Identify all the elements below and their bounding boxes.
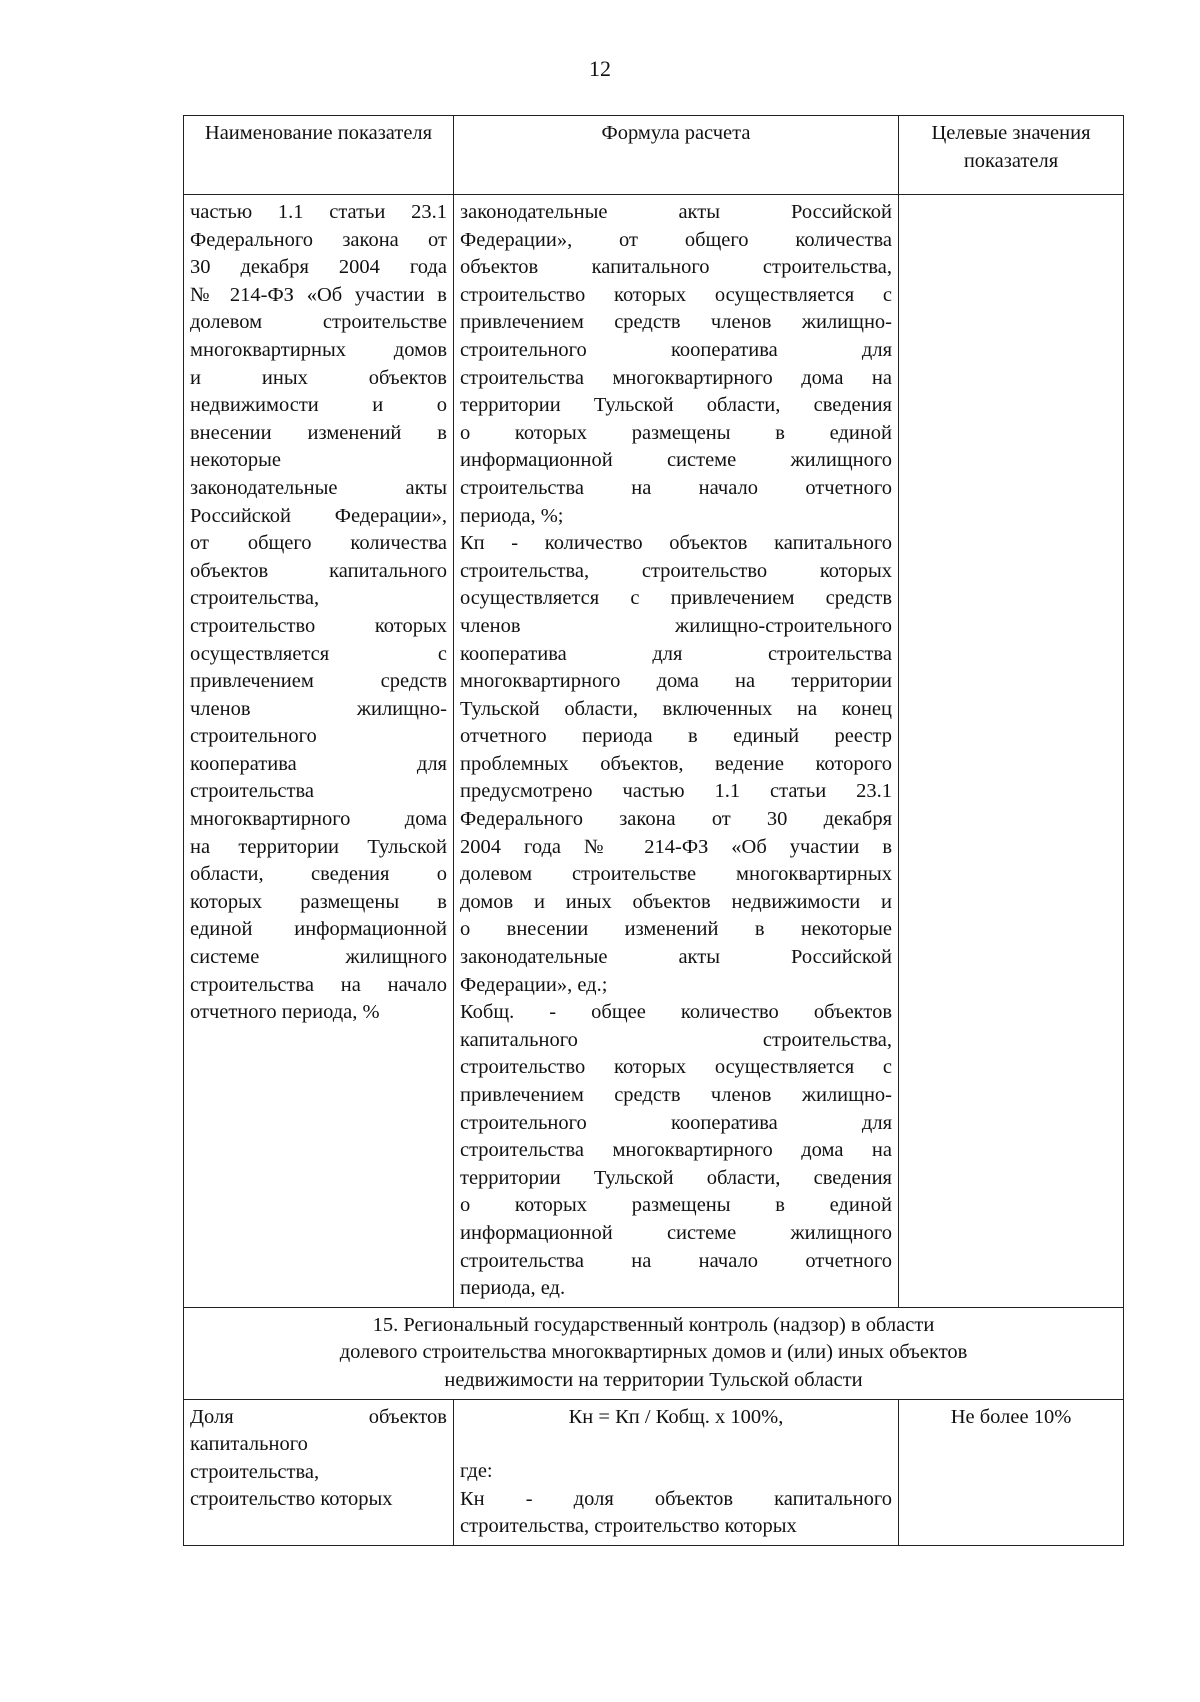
- indicators-table: [183, 115, 1124, 1546]
- text-line: Доля объектов: [190, 1405, 447, 1428]
- text-line: строительства, строительство которых: [460, 1515, 797, 1538]
- text-line: членов жилищно-строительного: [460, 614, 892, 637]
- text-line: отчетного периода в единый реестр: [460, 725, 892, 748]
- text-line: информационной системе жилищного: [460, 1221, 892, 1244]
- indicator-name-cell: [184, 195, 454, 1308]
- text-line: кооператива для строительства: [460, 642, 892, 665]
- text-line: Федерального закона от 30 декабря: [460, 808, 892, 831]
- text-line: многоквартирного дома на территории: [460, 670, 892, 693]
- text-line: многоквартирных домов: [190, 338, 447, 361]
- text-line: строительного кооператива для: [460, 338, 892, 361]
- text-line: проблемных объектов, ведение которого: [460, 752, 892, 775]
- table-row: [184, 195, 1124, 1308]
- text-line: отчетного периода, %: [190, 1001, 380, 1024]
- text-line: домов и иных объектов недвижимости и: [460, 890, 892, 913]
- text-line: привлечением средств членов жилищно-: [460, 1084, 892, 1106]
- text-line: осуществляется с привлечением средств: [460, 587, 892, 610]
- text-line: территории Тульской области, сведения: [460, 394, 892, 417]
- text-line: осуществляется с: [190, 642, 447, 665]
- text-line: Кобщ. - общее количество объектов: [460, 1001, 892, 1024]
- text-line: строительство которых: [190, 1488, 393, 1511]
- text-line: периода, ед.: [460, 1277, 566, 1300]
- text-line: строительство которых осуществляется с: [460, 1056, 892, 1079]
- text-line: Федерального закона от: [190, 228, 447, 251]
- text-line: № 214-ФЗ «Об участии в: [190, 283, 447, 306]
- formula-cell: [454, 1399, 899, 1545]
- text-line: предусмотрено частью 1.1 статьи 23.1: [460, 780, 892, 803]
- text-line: где:: [460, 1460, 493, 1483]
- text-line: области, сведения о: [190, 863, 447, 886]
- text-line: привлечением средств: [190, 670, 447, 693]
- text-line: единой информационной: [190, 918, 447, 941]
- text-line: которых размещены в: [190, 890, 447, 913]
- text-line: на территории Тульской: [190, 835, 447, 858]
- header-target-values: Целевые значения показателя: [899, 116, 1124, 195]
- text-line: законодательные акты Российской: [460, 946, 892, 969]
- text-line: членов жилищно-: [190, 697, 447, 720]
- header-formula: Формула расчета: [454, 116, 899, 195]
- text-line: некоторые: [190, 449, 282, 472]
- text-line: строительства на начало: [190, 973, 447, 996]
- text-line: привлечением средств членов жилищно-: [460, 311, 892, 334]
- text-line: Российской Федерации»,: [190, 504, 447, 527]
- text-line: строительства,: [190, 1460, 320, 1483]
- text-line: о внесении изменений в некоторые: [460, 918, 892, 941]
- section-title-line: долевого строительства многоквартирных домов и (или) иных объектов: [339, 1341, 968, 1364]
- text-line: строительного: [190, 725, 317, 748]
- indicator-name-text: [190, 199, 447, 1027]
- text-line: строительство которых: [190, 614, 447, 637]
- text-line: Тульской области, включенных на конец: [460, 697, 892, 720]
- text-line: строительство которых осуществляется с: [460, 283, 892, 306]
- text-line: информационной системе жилищного: [460, 449, 892, 472]
- indicator-name-text: [190, 1404, 447, 1514]
- text-line: о которых размещены в единой: [460, 421, 892, 444]
- text-line: капитального: [190, 1433, 308, 1456]
- text-line: Кн - доля объектов капитального: [460, 1487, 892, 1510]
- text-line: строительного кооператива для: [460, 1111, 892, 1134]
- text-line: 30 декабря 2004 года: [190, 256, 447, 279]
- text-line: строительства многоквартирного дома на: [460, 366, 892, 389]
- text-line: строительства на начало отчетного: [460, 1249, 892, 1272]
- text-line: строительства на начало отчетного: [460, 476, 892, 499]
- page-number: 12: [589, 56, 611, 81]
- text-line: объектов капитального: [190, 559, 447, 582]
- text-line: и иных объектов: [190, 366, 447, 389]
- text-line: 2004 года № 214-ФЗ «Об участии в: [460, 835, 892, 858]
- text-line: законодательные акты Российской: [460, 201, 892, 223]
- header-indicator-name: Наименование показателя: [184, 116, 454, 195]
- text-line: капитального строительства,: [460, 1028, 892, 1051]
- text-line: многоквартирного дома: [190, 808, 447, 831]
- text-line: кооператива для: [190, 752, 447, 775]
- table-row: [184, 1399, 1124, 1545]
- text-line: строительства многоквартирного дома на: [460, 1139, 892, 1162]
- text-line: долевом строительстве: [190, 311, 447, 334]
- text-line: внесении изменений в: [190, 421, 447, 444]
- formula-text: [460, 1458, 892, 1541]
- text-line: частью 1.1 статьи 23.1: [190, 201, 447, 223]
- text-line: от общего количества: [190, 532, 447, 555]
- text-line: Федерации», ед.;: [460, 973, 608, 996]
- target-value-cell: [899, 195, 1124, 1308]
- text-line: Кп - количество объектов капитального: [460, 532, 892, 555]
- table-header-row: [184, 116, 1124, 195]
- text-line: системе жилищного: [190, 946, 447, 969]
- text-line: периода, %;: [460, 504, 564, 527]
- indicator-name-cell: [184, 1399, 454, 1545]
- text-line: законодательные акты: [190, 476, 447, 499]
- text-line: Федерации», от общего количества: [460, 228, 892, 251]
- formula-text: [460, 199, 892, 1303]
- text-line: строительства, строительство которых: [460, 559, 892, 582]
- section-title-line: недвижимости на территории Тульской области: [444, 1368, 863, 1391]
- section-15-title: [184, 1307, 1124, 1399]
- formula-cell: [454, 195, 899, 1308]
- text-line: объектов капитального строительства,: [460, 256, 892, 279]
- text-line: строительства: [190, 780, 314, 803]
- formula-equation: Кн = Кп / Кобщ. х 100%,: [568, 1405, 784, 1428]
- text-line: долевом строительстве многоквартирных: [460, 863, 892, 886]
- section-15-text: [190, 1312, 1117, 1395]
- target-value-cell: Не более 10%: [899, 1399, 1124, 1545]
- text-line: о которых размещены в единой: [460, 1194, 892, 1217]
- section-header-row: [184, 1307, 1124, 1399]
- section-title-line: 15. Региональный государственный контроль (надзор) в области: [372, 1313, 935, 1336]
- text-line: строительства,: [190, 587, 320, 610]
- text-line: недвижимости и о: [190, 394, 447, 417]
- text-line: территории Тульской области, сведения: [460, 1166, 892, 1189]
